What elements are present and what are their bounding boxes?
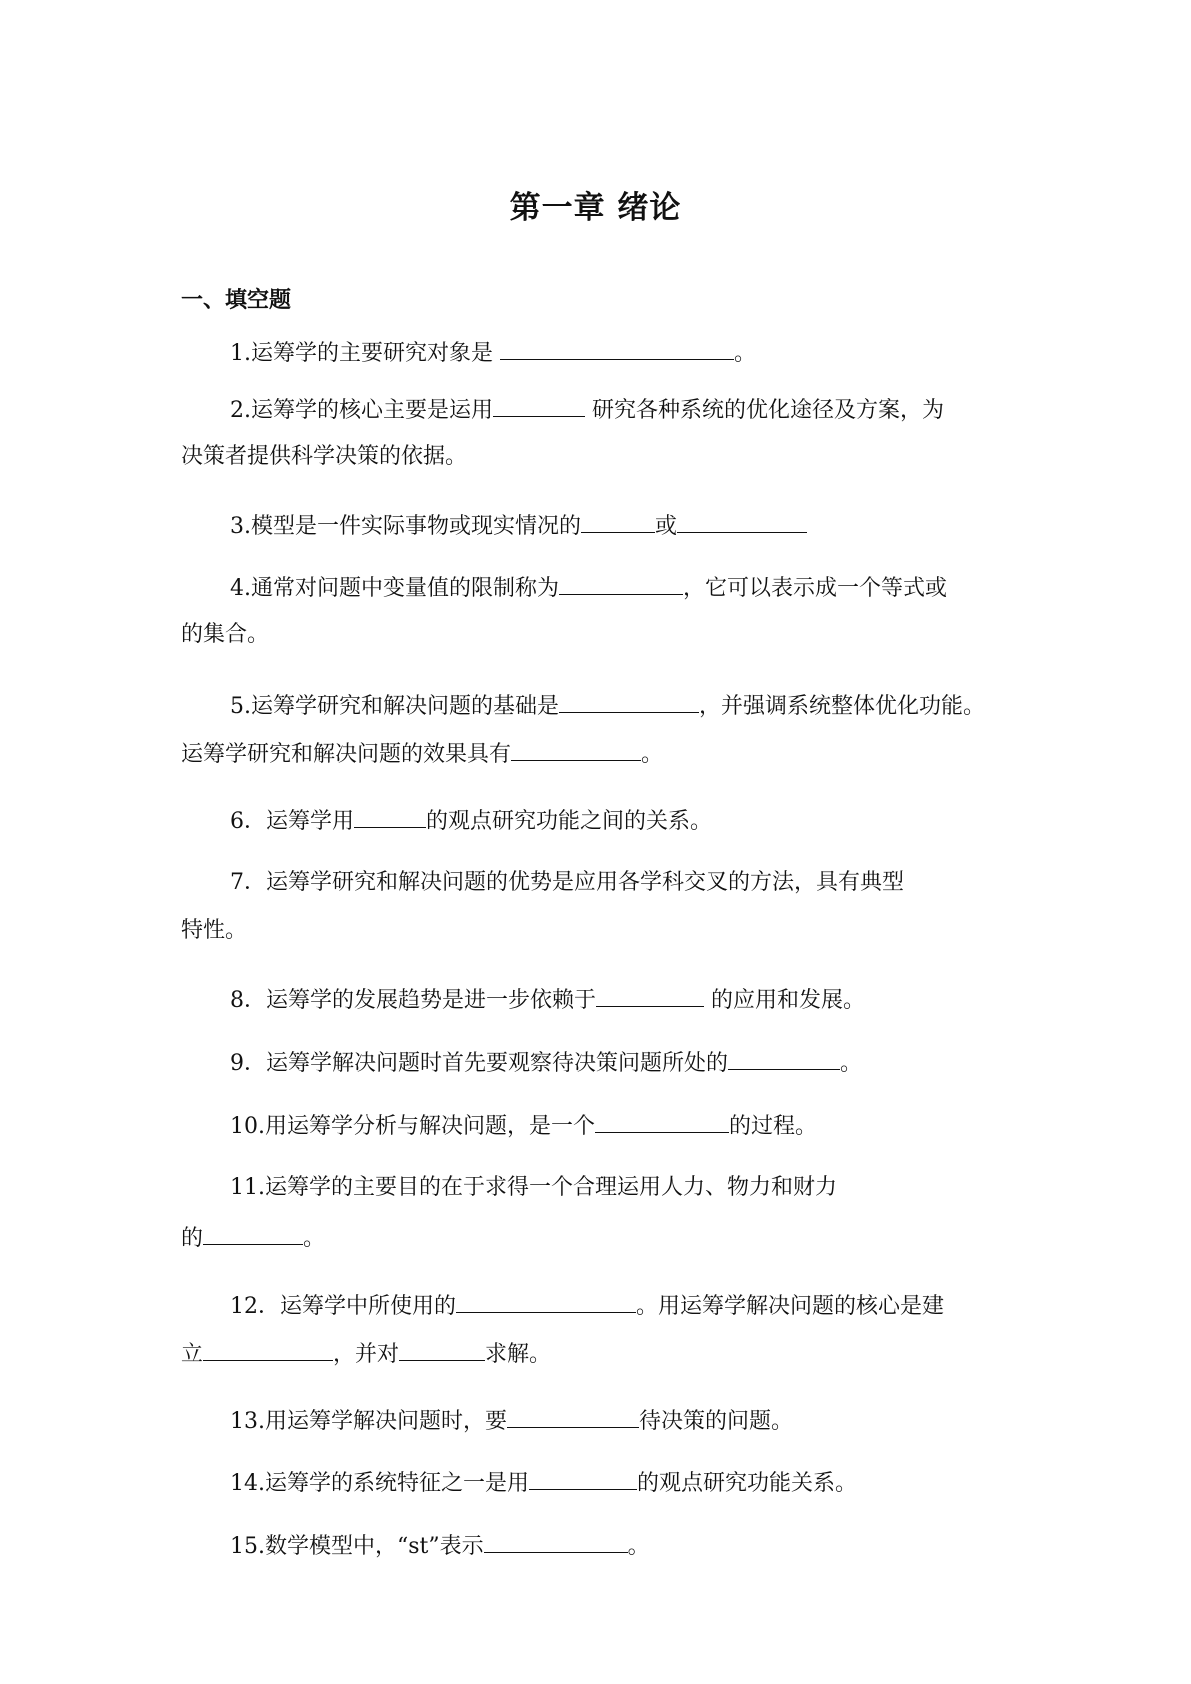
question-2-line-1	[230, 394, 944, 426]
answer-blank	[529, 1467, 637, 1490]
question-6-line-1	[230, 805, 712, 837]
question-4-line-1	[230, 572, 947, 604]
answer-blank	[595, 1110, 729, 1133]
answer-blank	[596, 984, 704, 1007]
question-text: 的应用和发展。	[704, 988, 865, 1013]
question-text: 求解。	[485, 1342, 552, 1367]
question-8-line-1	[230, 984, 865, 1016]
question-text: 7．运筹学研究和解决问题的优势是应用各学科交叉的方法，具有典型	[230, 870, 904, 895]
answer-blank	[500, 337, 734, 360]
question-text: 的观点研究功能之间的关系。	[426, 809, 713, 834]
answer-blank	[456, 1290, 636, 1313]
answer-blank	[581, 510, 655, 533]
question-text: 。	[641, 742, 664, 767]
answer-blank	[493, 394, 585, 417]
question-text: ，并强调系统整体优化功能。	[699, 694, 986, 719]
question-text: 特性。	[181, 918, 248, 943]
question-text: ，它可以表示成一个等式或	[683, 576, 948, 601]
question-11-line-2	[181, 1222, 325, 1254]
chapter-title: 第一章 绪论	[509, 190, 682, 226]
question-text: 3.模型是一件实际事物或现实情况的	[230, 514, 581, 539]
question-text: 1.运筹学的主要研究对象是	[230, 341, 500, 366]
question-text: 研究各种系统的优化途径及方案，为	[585, 398, 944, 423]
answer-blank	[559, 690, 699, 713]
question-2-line-2	[181, 442, 467, 472]
question-9-line-1	[230, 1047, 862, 1079]
question-14-line-1	[230, 1467, 857, 1499]
question-text: 。	[303, 1226, 326, 1251]
answer-blank	[677, 510, 807, 533]
question-15-line-1	[230, 1530, 650, 1562]
answer-blank	[507, 1405, 639, 1428]
question-text: 。	[627, 1534, 650, 1559]
question-text: 4.通常对问题中变量值的限制称为	[230, 576, 559, 601]
question-text: 9．运筹学解决问题时首先要观察待决策问题所处的	[230, 1051, 728, 1076]
section-heading: 一、填空题	[181, 288, 292, 313]
question-text: 5.运筹学研究和解决问题的基础是	[230, 694, 559, 719]
question-text: 15.数学模型中，“st”表示	[230, 1534, 484, 1559]
question-text: 或	[655, 514, 678, 539]
question-4-line-2	[181, 620, 269, 650]
question-text: 立	[181, 1342, 204, 1367]
question-text: 。用运筹学解决问题的核心是建	[636, 1294, 945, 1319]
question-text: 14.运筹学的系统特征之一是用	[230, 1471, 529, 1496]
question-text: 决策者提供科学决策的依据。	[181, 444, 468, 469]
answer-blank	[559, 572, 683, 595]
question-10-line-1	[230, 1110, 817, 1142]
answer-blank	[203, 1222, 303, 1245]
question-13-line-1	[230, 1405, 793, 1437]
question-text: 2.运筹学的核心主要是运用	[230, 398, 493, 423]
question-text: 的	[181, 1226, 204, 1251]
question-3-line-1	[230, 510, 807, 542]
answer-blank	[728, 1047, 840, 1070]
question-5-line-2	[181, 738, 663, 770]
question-text: 待决策的问题。	[639, 1409, 794, 1434]
question-12-line-2	[181, 1338, 551, 1370]
answer-blank	[354, 805, 426, 828]
answer-blank	[203, 1338, 333, 1361]
question-text: 6．运筹学用	[230, 809, 354, 834]
question-text: 13.用运筹学解决问题时，要	[230, 1409, 507, 1434]
question-text: 。	[840, 1051, 863, 1076]
question-text: 运筹学研究和解决问题的效果具有	[181, 742, 512, 767]
question-7-line-2	[181, 916, 247, 946]
question-text: 8．运筹学的发展趋势是进一步依赖于	[230, 988, 596, 1013]
question-text: 的过程。	[729, 1114, 818, 1139]
question-1-line-1	[230, 337, 756, 369]
answer-blank	[399, 1338, 485, 1361]
question-11-line-1	[230, 1173, 837, 1203]
question-12-line-1	[230, 1290, 944, 1322]
question-text: 的观点研究功能关系。	[637, 1471, 858, 1496]
question-text: 10.用运筹学分析与解决问题，是一个	[230, 1114, 595, 1139]
answer-blank	[511, 738, 641, 761]
question-text: ，并对	[333, 1342, 400, 1367]
question-text: 12．运筹学中所使用的	[230, 1294, 456, 1319]
question-7-line-1	[230, 868, 904, 898]
question-text: 。	[733, 341, 756, 366]
question-text: 11.运筹学的主要目的在于求得一个合理运用人力、物力和财力	[230, 1175, 837, 1200]
question-text: 的集合。	[181, 622, 270, 647]
answer-blank	[484, 1530, 628, 1553]
question-5-line-1	[230, 690, 985, 722]
